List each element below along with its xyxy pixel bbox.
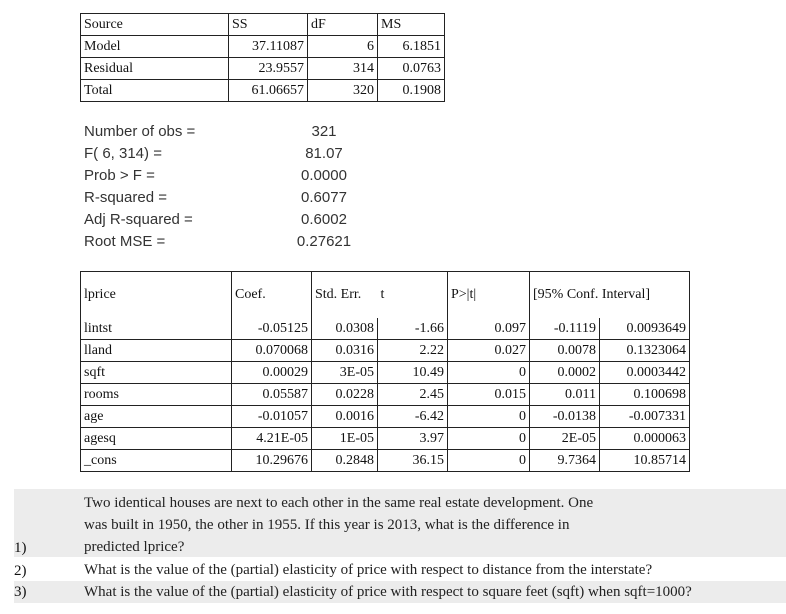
coef-cell: 36.15 [378,450,448,472]
anova-cell: 6 [308,36,378,58]
coef-cell-var: agesq [81,428,232,450]
coef-cell: 10.29676 [232,450,312,472]
coef-cell: 0.0016 [312,406,378,428]
coef-header-ci: [95% Conf. Interval] [530,272,690,319]
question-number: 2) [14,563,27,579]
coef-cell: 0.2848 [312,450,378,472]
anova-header-row [81,14,445,36]
stat-value: 321 [311,123,337,140]
anova-cell: 23.9557 [229,58,308,80]
coef-cell: -0.05125 [232,318,312,340]
coef-cell: -0.007331 [600,406,690,428]
table-row [81,340,690,362]
coef-header-depvar: lprice [81,272,232,319]
coef-cell: 0.015 [448,384,530,406]
coef-cell: 0.097 [448,318,530,340]
coef-cell: 9.7364 [530,450,600,472]
coef-cell-var: lintst [81,318,232,340]
anova-row-model [81,36,445,58]
question-1-line: was built in 1950, the other in 1955. If this year is 2013, what is the difference in [84,517,570,533]
coef-cell: 0.027 [448,340,530,362]
coef-cell: -1.66 [378,318,448,340]
coef-cell-var: age [81,406,232,428]
coef-header-stderr: Std. Err. [312,272,378,319]
coef-cell-var: _cons [81,450,232,472]
coef-cell: 2.22 [378,340,448,362]
coef-cell: 0.0002 [530,362,600,384]
table-row [81,384,690,406]
anova-header-df: dF [308,14,378,36]
stat-label: Adj R-squared = [84,211,193,228]
anova-cell: 37.11087 [229,36,308,58]
stat-value: 0.6077 [301,189,347,206]
anova-cell: Residual [81,58,229,80]
coef-header-t: t [378,272,448,319]
question-number: 3) [14,584,27,600]
coef-cell: 0.0308 [312,318,378,340]
coef-cell: 0.011 [530,384,600,406]
coef-cell: -0.0138 [530,406,600,428]
coef-cell: -6.42 [378,406,448,428]
stat-label: Number of obs = [84,123,196,140]
coef-cell-var: rooms [81,384,232,406]
coef-cell: 4.21E-05 [232,428,312,450]
table-row [81,450,690,472]
coef-cell: 0.0093649 [600,318,690,340]
stat-label: Prob > F = [84,167,155,184]
coef-cell: 10.85714 [600,450,690,472]
coef-cell: 2E-05 [530,428,600,450]
anova-cell: Total [81,80,229,102]
coefficients-table [80,271,690,472]
question-1-line: Two identical houses are next to each other in the same real estate development. One [84,495,594,511]
stat-value: 0.0000 [301,167,347,184]
table-row [81,318,690,340]
anova-cell: 6.1851 [378,36,445,58]
coef-header-coef: Coef. [232,272,312,319]
coef-cell: 0.070068 [232,340,312,362]
coef-cell: 0 [448,362,530,384]
coef-cell: -0.01057 [232,406,312,428]
anova-header-source: Source [81,14,229,36]
table-row [81,406,690,428]
table-row [81,428,690,450]
question-2-text: What is the value of the (partial) elasticity of price with respect to distance from the interstate? [84,562,653,578]
anova-cell: 61.06657 [229,80,308,102]
coef-cell: 0.05587 [232,384,312,406]
anova-cell: 0.0763 [378,58,445,80]
table-row [81,362,690,384]
coef-cell: 0.0316 [312,340,378,362]
coef-cell: 0.0003442 [600,362,690,384]
coef-cell: 0 [448,406,530,428]
coef-cell: 0 [448,450,530,472]
question-number: 1) [14,540,27,556]
coef-cell: 0.0228 [312,384,378,406]
anova-cell: 0.1908 [378,80,445,102]
question-3-text: What is the value of the (partial) elasticity of price with respect to square feet (sqft) when sqft=1000? [84,584,692,600]
stat-value: 81.07 [305,145,343,162]
coef-cell: 0.1323064 [600,340,690,362]
stat-value: 0.27621 [296,233,352,250]
coef-cell: 0.000063 [600,428,690,450]
anova-header-ss: SS [229,14,308,36]
anova-row-residual [81,58,445,80]
coef-cell: 1E-05 [312,428,378,450]
stat-label: F( 6, 314) = [84,145,162,162]
coef-cell: 0.0078 [530,340,600,362]
question-1-line: predicted lprice? [84,539,185,555]
stat-label: R-squared = [84,189,167,206]
anova-table [80,13,445,102]
coef-header-pvalue: P>|t| [448,272,530,319]
anova-cell: 314 [308,58,378,80]
stat-label: Root MSE = [84,233,166,250]
coef-header-row [81,272,690,319]
coef-cell-var: lland [81,340,232,362]
coef-cell: 3E-05 [312,362,378,384]
anova-cell: 320 [308,80,378,102]
coef-cell: 0.00029 [232,362,312,384]
coef-cell: 0.100698 [600,384,690,406]
coef-cell-var: sqft [81,362,232,384]
anova-cell: Model [81,36,229,58]
stat-value: 0.6002 [301,211,347,228]
anova-row-total [81,80,445,102]
coef-cell: 2.45 [378,384,448,406]
coef-cell: 10.49 [378,362,448,384]
anova-header-ms: MS [378,14,445,36]
coef-cell: 3.97 [378,428,448,450]
coef-cell: -0.1119 [530,318,600,340]
coef-cell: 0 [448,428,530,450]
